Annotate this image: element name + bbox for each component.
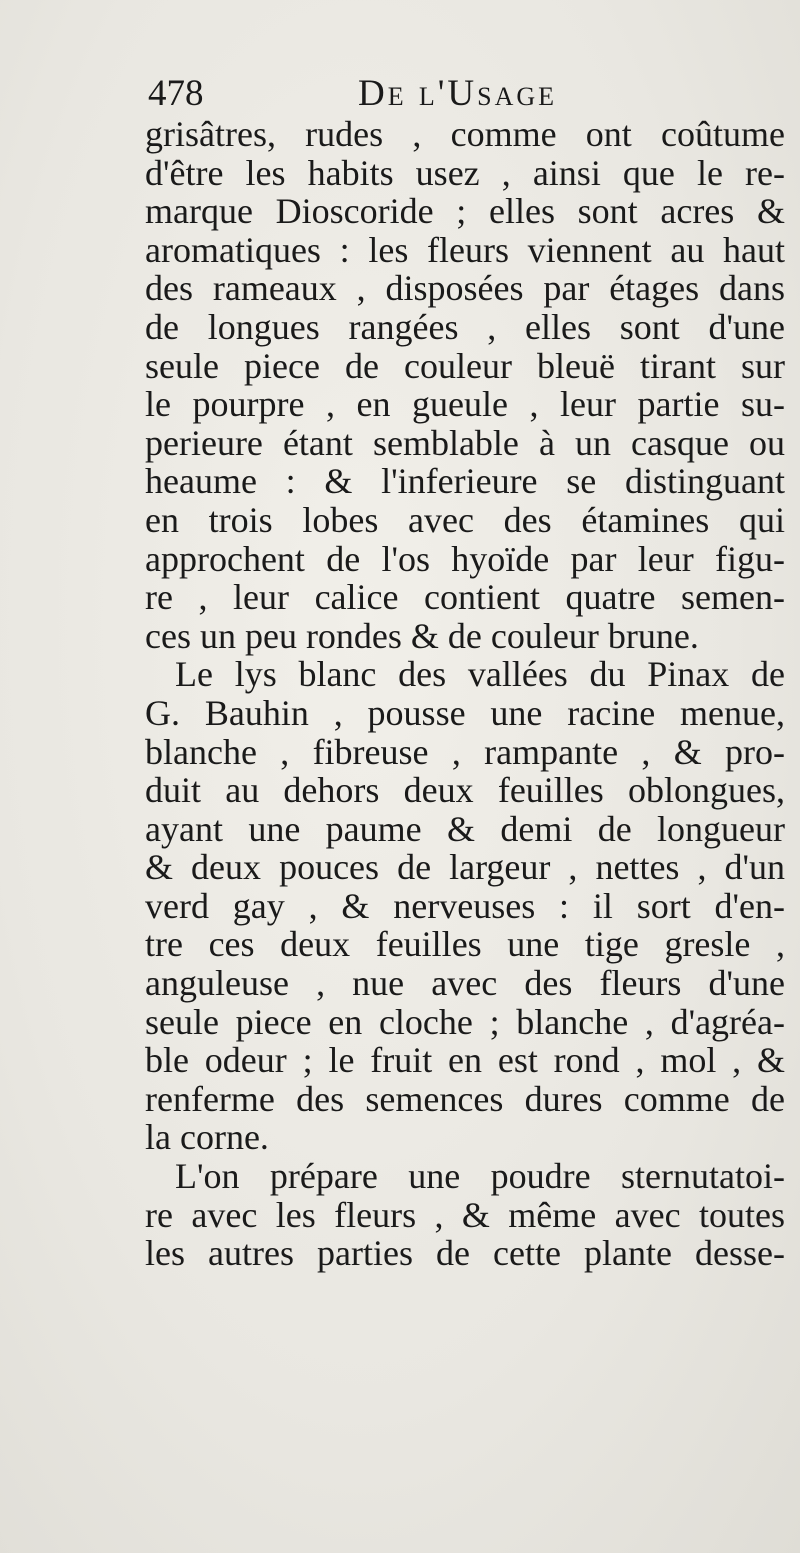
page-number: 478	[148, 73, 204, 114]
text-line: tre ces deux feuilles une tige gresle ,	[145, 924, 785, 965]
text-line: marque Dioscoride ; elles sont acres &	[145, 191, 785, 232]
text-line: en trois lobes avec des étamines qui	[145, 499, 785, 540]
text-line: heaume : & l'inferieure se distinguant	[145, 461, 785, 502]
text-line: verd gay , & nerveuses : il sort d'en-	[145, 885, 785, 926]
text-line: des rameaux , disposées par étages dans	[145, 268, 785, 309]
text-line: seule piece en cloche ; blanche , d'agréa-	[145, 1001, 785, 1042]
text-line: perieure étant semblable à un casque ou	[145, 422, 785, 463]
text-line: grisâtres, rudes , comme ont coûtume	[145, 114, 785, 154]
text-line: re avec les fleurs , & même avec toutes	[145, 1194, 785, 1235]
text-line: approchent de l'os hyoïde par leur figu-	[145, 538, 785, 579]
text-line: renferme des semences dures comme de	[145, 1078, 785, 1119]
text-line: anguleuse , nue avec des fleurs d'une	[145, 963, 785, 1004]
text-line: G. Bauhin , pousse une racine menue,	[145, 692, 785, 733]
text-line: de longues rangées , elles sont d'une	[145, 306, 785, 347]
text-line: ble odeur ; le fruit en est rond , mol , &	[145, 1040, 785, 1081]
text-line: le pourpre , en gueule , leur partie su-	[145, 384, 785, 425]
text-line: blanche , fibreuse , rampante , & pro-	[145, 731, 785, 772]
body-text	[145, 115, 785, 1273]
paragraph	[145, 1157, 785, 1273]
text-line: d'être les habits usez , ainsi que le re-	[145, 152, 785, 193]
text-line: duit au dehors deux feuilles oblongues,	[145, 770, 785, 811]
running-title: De l'Usage	[358, 73, 558, 114]
paragraph	[145, 115, 785, 655]
text-line: seule piece de couleur bleuë tirant sur	[145, 345, 785, 386]
text-line: re , leur calice contient quatre semen-	[145, 577, 785, 618]
text-line: la corne.	[145, 1117, 269, 1158]
text-line: aromatiques : les fleurs viennent au haut	[145, 229, 785, 270]
text-line: L'on prépare une poudre sternutatoi-	[175, 1156, 785, 1197]
paragraph	[145, 655, 785, 1157]
text-line: ayant une paume & demi de longueur	[145, 808, 785, 849]
text-line: & deux pouces de largeur , nettes , d'un	[145, 847, 785, 888]
text-line: ces un peu rondes & de couleur brune.	[145, 615, 699, 656]
text-line: les autres parties de cette plante desse-	[145, 1233, 785, 1274]
text-line: Le lys blanc des vallées du Pinax de	[175, 654, 785, 695]
